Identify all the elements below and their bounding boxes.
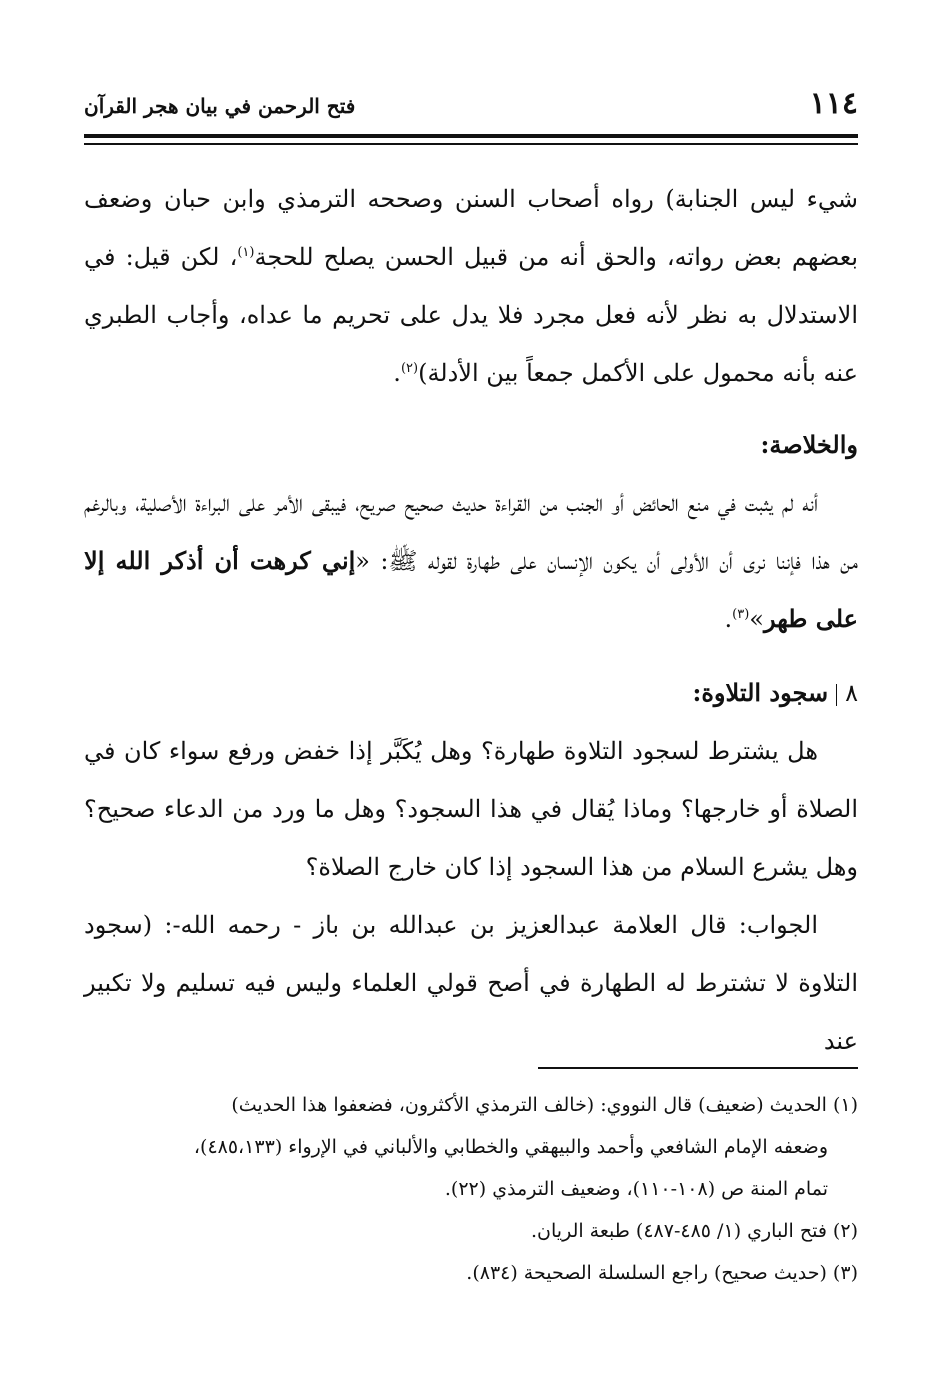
paragraph-1 (84, 170, 858, 402)
page-header (84, 84, 858, 128)
running-title: فتح الرحمن في بيان هجر القرآن (84, 94, 356, 118)
summary-text-b: » (749, 605, 764, 633)
summary-heading: والخلاصة: (760, 430, 858, 459)
header-rule-thin (84, 143, 858, 145)
footnote-ref-3: (٣) (732, 607, 750, 622)
footnote-2: (٢) فتح الباري (١/ ٤٨٥-٤٨٧) طبعة الريان. (531, 1220, 858, 1242)
footnote-1: (١) الحديث (ضعيف) قال النووي: (خالف الترمذي الأكثرون، فضعفوا هذا الحديث) (231, 1094, 858, 1116)
footnote-1-continuation: وضعفه الإمام الشافعي وأحمد والبيهقي والخطابي والألباني في الإرواء (٤٨٥،١٣٣)، (193, 1136, 828, 1158)
footnotes (84, 1084, 858, 1294)
section-title: سجود التلاوة: (692, 678, 829, 707)
section-divider (836, 684, 837, 706)
header-rule-thick (84, 134, 858, 138)
footnote-1-continuation: تمام المنة ص (١٠٨-١١٠)، وضعيف الترمذي (٢٢). (444, 1178, 828, 1200)
footnote-separator (538, 1067, 858, 1069)
summary-end: . (724, 605, 733, 633)
footnote-ref-2: (٢) (400, 361, 419, 376)
section-number: ٨ (845, 679, 858, 707)
footnote-3: (٣) (حديث صحيح) راجع السلسلة الصحيحة (٨٣٤). (466, 1262, 858, 1284)
footnote-ref-1: (١) (237, 245, 255, 260)
paragraph-1-text-a: شيء ليس الجنابة) رواه أصحاب السنن وصححه الترمذي وابن حبان وضعف بعضهم بعض رواته، والحق أنه من قبيل الحسن يصلح للحجة (84, 185, 858, 271)
question-paragraph: هل يشترط لسجود التلاوة طهارة؟ وهل يُكَبَّر إذا خفض ورفع سواء كان في الصلاة أو خارجها؟ وماذا يُقال في هذا السجود؟ وهل ما ورد من الدعاء صحيح؟ وهل يشرع السلام من هذا السجود إذا كان خارج الصلاة؟ (84, 737, 858, 881)
page-number: ١١٤ (809, 86, 858, 121)
answer-paragraph: الجواب: قال العلامة عبدالعزيز بن عبدالله بن باز - رحمه الله-: (سجود التلاوة لا تشترط له الطهارة في أصح قولي العلماء وليس فيه تسليم ولا تكبير عند (84, 911, 858, 1055)
hadith-quote: إني كرهت أن أذكر الله إلا على طهر (84, 546, 858, 633)
main-text (84, 170, 858, 1070)
paragraph-1-text-b: ، لكن قيل: في الاستدلال به نظر لأنه فعل مجرد فلا يدل على تحريم ما عداه، وأجاب الطبري عنه بأنه محمول على الأكمل جمعاً بين الأدلة) (84, 243, 858, 387)
section-8-heading (84, 664, 858, 722)
summary-text-a: أنه لم يثبت في منع الحائض أو الجنب من القراءة حديث صحيح صريح، فيبقى الأمر على البراءة الأصلية، وبالرغم من هذا فإننا نرى أن الأولى أن يكون الإنسان على طهارة لقوله ﷺ: « (84, 489, 858, 575)
paragraph-1-end: . (393, 359, 401, 387)
summary-paragraph (84, 474, 858, 648)
